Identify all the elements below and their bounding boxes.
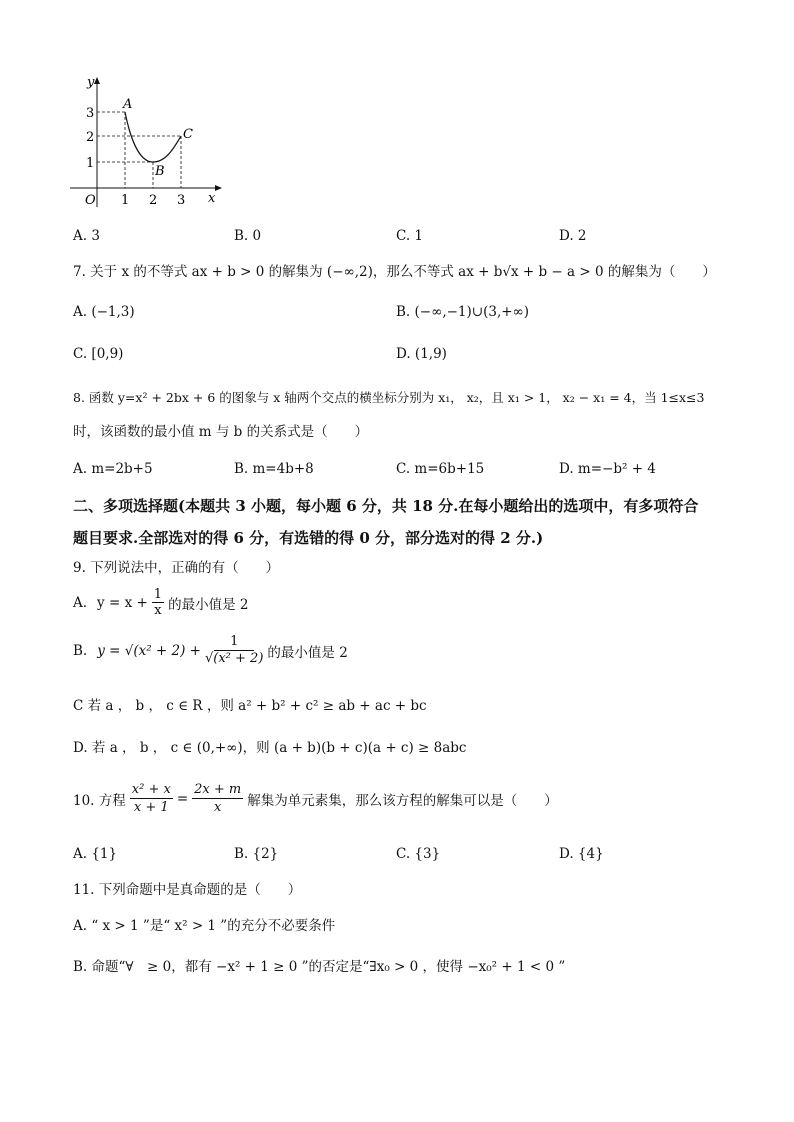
q9-option-a [73,587,248,618]
section2-heading-line1: 二、多项选择题(本题共 3 小题，每小题 6 分，共 18 分.在每小题给出的选项中，有多项符合 [73,497,699,515]
point-label-c: C [183,127,193,142]
x-tick-1: 1 [121,193,130,208]
section2-heading-line2: 题目要求.全部选对的得 6 分，有选错的得 0 分，部分选对的得 2 分.) [73,529,544,547]
q10-lhs-fraction [130,781,173,816]
q11-option-a: A. “ x > 1 ”是“ x² > 1 ”的充分不必要条件 [73,918,336,934]
q10-rhs-fraction [192,781,243,816]
q7-option-a: A. (−1,3) [73,304,135,320]
q9-stem: 9. 下列说法中，正确的有（ ） [73,560,280,576]
q9-a-numerator: 1 [153,587,163,602]
y-axis-label: y [87,75,95,90]
q10-suffix: 解集为单元素集，那么该方程的解集可以是（ ） [247,792,558,809]
y-tick-2: 2 [86,130,95,145]
q10-option-c: C. {3} [396,846,441,862]
q10-lhs-numerator: x² + x [131,782,171,797]
q7-option-b: B. (−∞,−1)∪(3,+∞) [396,304,530,320]
q9-option-a-fraction [152,587,164,618]
q10-prefix: 10. 方程 [73,792,126,809]
q8-option-a: A. m=2b+5 [73,461,153,477]
q10-rhs-denominator: x [214,800,222,815]
q9-option-b-prefix: B. [73,642,88,659]
q6-option-b: B. 0 [234,228,262,244]
q8-stem-line1: 8. 函数 y=x² + 2bx + 6 的图象与 x 轴两个交点的横坐标分别为 x₁， x₂，且 x₁ > 1， x₂ − x₁ = 4，当 1≤x≤3 [73,390,705,405]
q8-option-c: C. m=6b+15 [396,461,485,477]
q9-option-d: D. 若 a ， b ， c ∈ (0,+∞)，则 (a + b)(b + c)(a + c) ≥ 8abc [73,740,467,756]
q11-option-b: B. 命题“∀ ≥ 0，都有 −x² + 1 ≥ 0 ”的否定是“∃x₀ > 0 ，使得 −x₀² + 1 < 0 ” [73,959,566,975]
x-axis-label: x [208,191,216,206]
q6-option-c: C. 1 [396,228,424,244]
q10-option-b: B. {2} [234,846,279,862]
origin-label: O [85,193,96,208]
q7-option-d: D. (1,9) [396,346,447,362]
x-tick-2: 2 [149,193,158,208]
point-label-b: B [155,164,165,179]
q8-option-d: D. m=−b² + 4 [559,461,656,477]
q9-a-denominator: x [154,603,162,618]
q9-option-b-fraction [205,634,263,667]
q11-stem: 11. 下列命题中是真命题的是（ ） [73,882,302,898]
q9-option-b [73,634,348,667]
q10-lhs-denominator: x + 1 [133,800,169,815]
q9-option-a-lhs: y = x + [97,594,148,611]
y-tick-3: 3 [86,106,95,121]
q9-option-a-suffix: 的最小值是 2 [168,596,249,613]
y-tick-1: 1 [86,156,95,171]
q10-rhs-numerator: 2x + m [194,782,242,797]
q6-option-a: A. 3 [73,228,100,244]
q9-option-b-suffix: 的最小值是 2 [267,644,348,661]
q10-option-d: D. {4} [559,846,604,862]
function-curve [125,112,181,162]
q9-option-c: C 若 a ， b ， c ∈ R ，则 a² + b² + c² ≥ ab + ac + bc [73,698,427,714]
q9-option-b-lhs: y = √(x² + 2) + [97,642,201,659]
q8-stem-line2: 时，该函数的最小值 m 与 b 的关系式是（ ） [73,424,369,440]
q9-option-a-prefix: A. [73,594,88,611]
x-tick-3: 3 [177,193,186,208]
q10-stem [73,781,558,816]
q7-option-c: C. [0,9) [73,346,124,362]
point-label-a: A [123,97,133,112]
q9-b-denominator: √(x² + 2) [205,651,264,666]
q8-option-b: B. m=4b+8 [234,461,314,477]
q7-stem: 7. 关于 x 的不等式 ax + b > 0 的解集为 (−∞,2)，那么不等式 ax + b√x + b − a > 0 的解集为（ ） [73,264,716,280]
y-axis-arrow-icon [94,77,100,84]
x-axis-arrow-icon [215,185,222,191]
q6-option-d: D. 2 [559,228,587,244]
function-graph [70,72,230,212]
q10-equals: = [176,790,189,807]
q10-option-a: A. {1} [73,846,118,862]
q9-b-numerator: 1 [214,634,254,651]
